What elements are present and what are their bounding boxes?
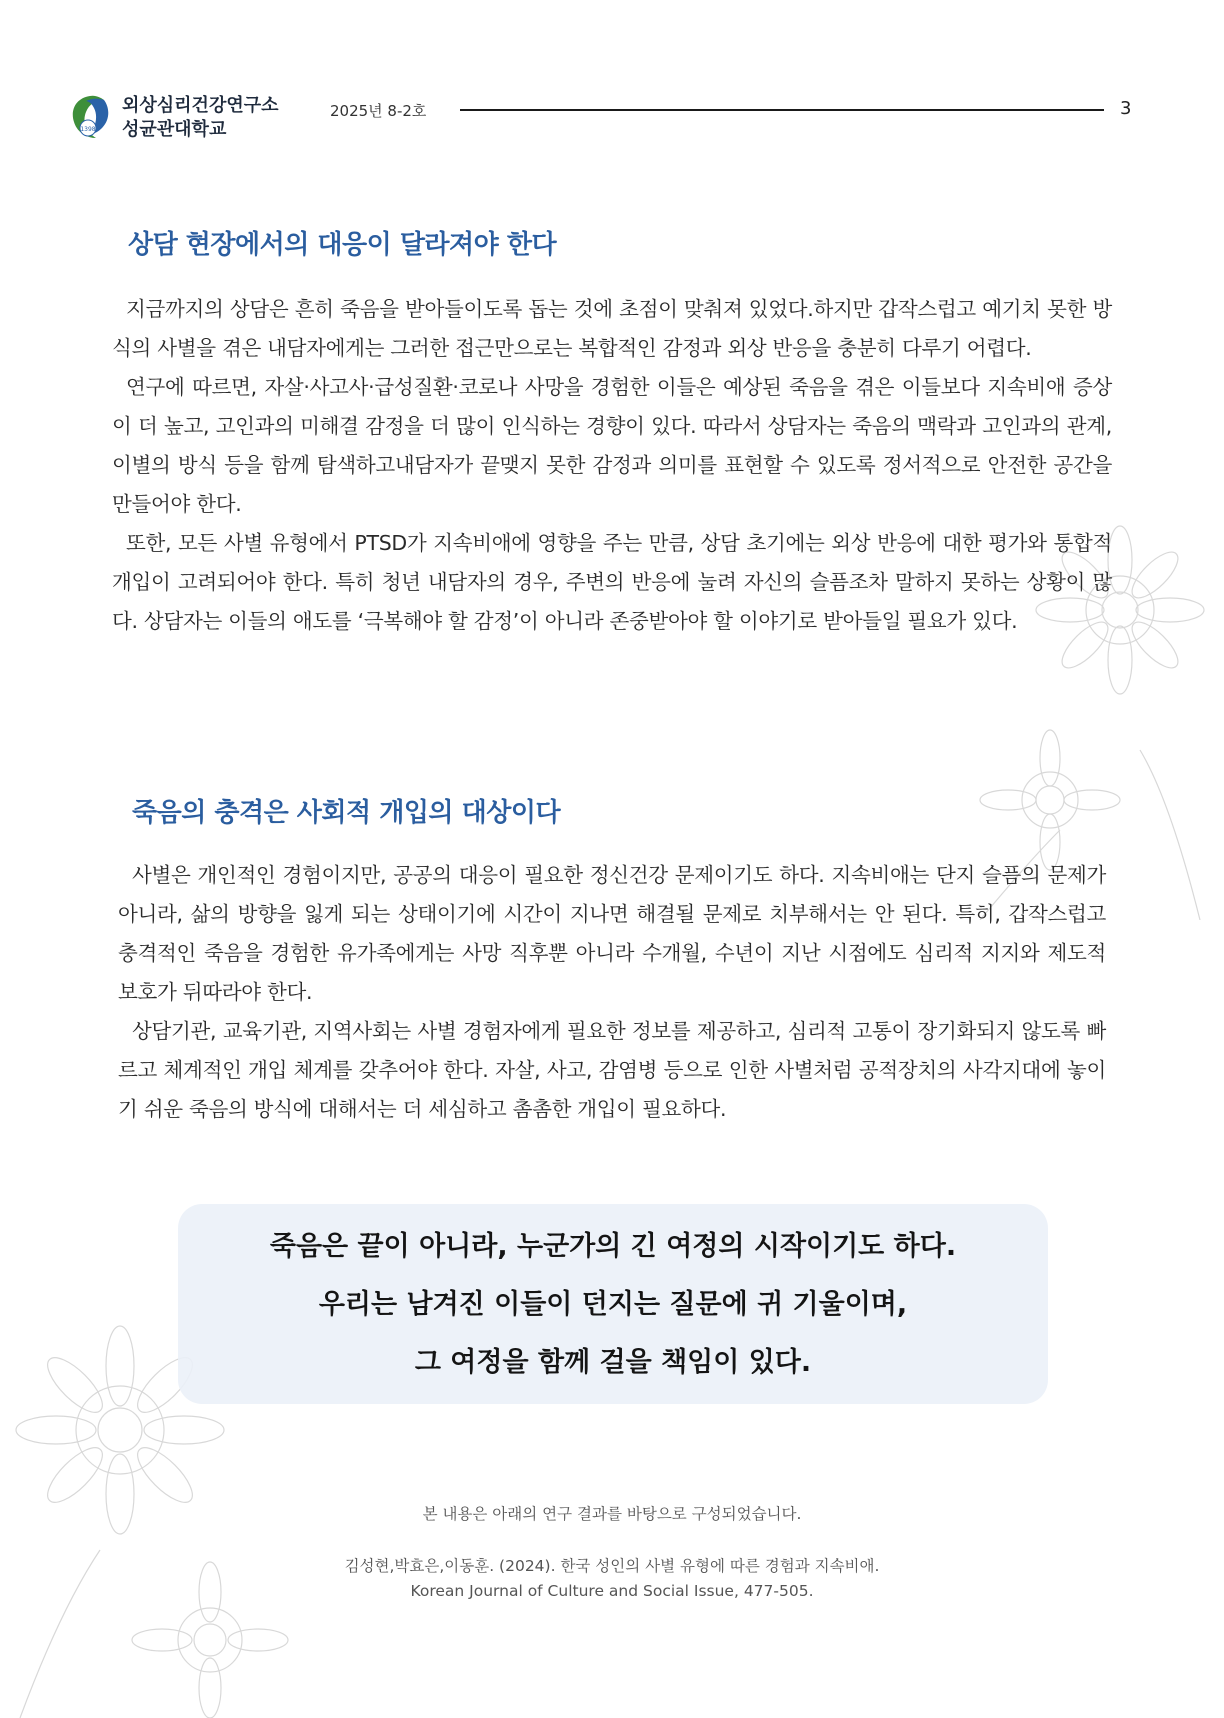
section2-heading: 죽음의 충격은 사회적 개입의 대상이다 bbox=[132, 798, 561, 828]
header-divider bbox=[460, 109, 1104, 111]
organization-logo-icon bbox=[68, 92, 112, 142]
page-header bbox=[68, 90, 1158, 150]
section1-body bbox=[112, 290, 1112, 641]
svg-text:1398: 1398 bbox=[80, 126, 96, 133]
page-number: 3 bbox=[1120, 98, 1132, 119]
organization-name bbox=[122, 94, 279, 142]
section2-paragraph-2: 상담기관, 교육기관, 지역사회는 사별 경험자에게 필요한 정보를 제공하고, 심리적 고통이 장기화되지 않도록 빠르고 체계적인 개입 체계를 갖추어야 한다. 자살, 사고, 감염병 등으로 인한 사별처럼 공적장치의 사각지대에 놓이기 쉬운 죽음의 방식에 대해서는 더 세심하고 촘촘한 개입이 필요하다. bbox=[118, 1019, 1106, 1121]
quote-line-2: 우리는 남겨진 이들이 던지는 질문에 귀 기울이며, bbox=[318, 1289, 908, 1320]
section1-paragraph-3: 또한, 모든 사별 유형에서 PTSD가 지속비애에 영향을 주는 만큼, 상담 초기에는 외상 반응에 대한 평가와 통합적 개입이 고려되어야 한다. 특히 청년 내담자의 경우, 주변의 반응에 눌려 자신의 슬픔조차 말하지 못하는 상황이 많다. 상담자는 이들의 애도를 ‘극복해야 할 감정’이 아니라 존중받아야 할 이야기로 받아들일 필요가 있다. bbox=[112, 531, 1112, 633]
quote-line-1: 죽음은 끝이 아니라, 누군가의 긴 여정의 시작이기도 하다. bbox=[269, 1231, 957, 1262]
section1-heading: 상담 현장에서의 대응이 달라져야 한다 bbox=[128, 230, 557, 260]
section2-body bbox=[118, 856, 1106, 1129]
org-name-line2: 성균관대학교 bbox=[122, 119, 227, 140]
issue-number: 2025년 8-2호 bbox=[330, 102, 427, 120]
section1-paragraph-1: 지금까지의 상담은 흔히 죽음을 받아들이도록 돕는 것에 초점이 맞춰져 있었다.하지만 갑작스럽고 예기치 못한 방식의 사별을 겪은 내담자에게는 그러한 접근만으로는 복합적인 감정과 외상 반응을 충분히 다루기 어렵다. bbox=[112, 297, 1112, 360]
quote-line-3: 그 여정을 함께 걸을 책임이 있다. bbox=[414, 1347, 812, 1378]
section2-paragraph-1: 사별은 개인적인 경험이지만, 공공의 대응이 필요한 정신건강 문제이기도 하다. 지속비애는 단지 슬픔의 문제가 아니라, 삶의 방향을 잃게 되는 상태이기에 시간이 지나면 해결될 문제로 치부해서는 안 된다. 특히, 갑작스럽고 충격적인 죽음을 경험한 유가족에게는 사망 직후뿐 아니라 수개월, 수년이 지난 시점에도 심리적 지지와 제도적 보호가 뒤따라야 한다. bbox=[118, 863, 1106, 1004]
citation-line-1: 김성현,박효은,이동훈. (2024). 한국 성인의 사별 유형에 따른 경험과 지속비애. bbox=[344, 1557, 880, 1575]
citation-line-2: Korean Journal of Culture and Social Issue, 477-505. bbox=[410, 1582, 814, 1600]
closing-quote-box bbox=[178, 1204, 1048, 1404]
org-name-line1: 외상심리건강연구소 bbox=[122, 95, 279, 116]
source-note: 본 내용은 아래의 연구 결과를 바탕으로 구성되었습니다. bbox=[422, 1505, 802, 1523]
section1-paragraph-2: 연구에 따르면, 자살·사고사·급성질환·코로나 사망을 경험한 이들은 예상된 죽음을 겪은 이들보다 지속비애 증상이 더 높고, 고인과의 미해결 감정을 더 많이 인식하는 경향이 있다. 따라서 상담자는 죽음의 맥락과 고인과의 관계, 이별의 방식 등을 함께 탐색하고내담자가 끝맺지 못한 감정과 의미를 표현할 수 있도록 정서적으로 안전한 공간을 만들어야 한다. bbox=[112, 375, 1112, 516]
